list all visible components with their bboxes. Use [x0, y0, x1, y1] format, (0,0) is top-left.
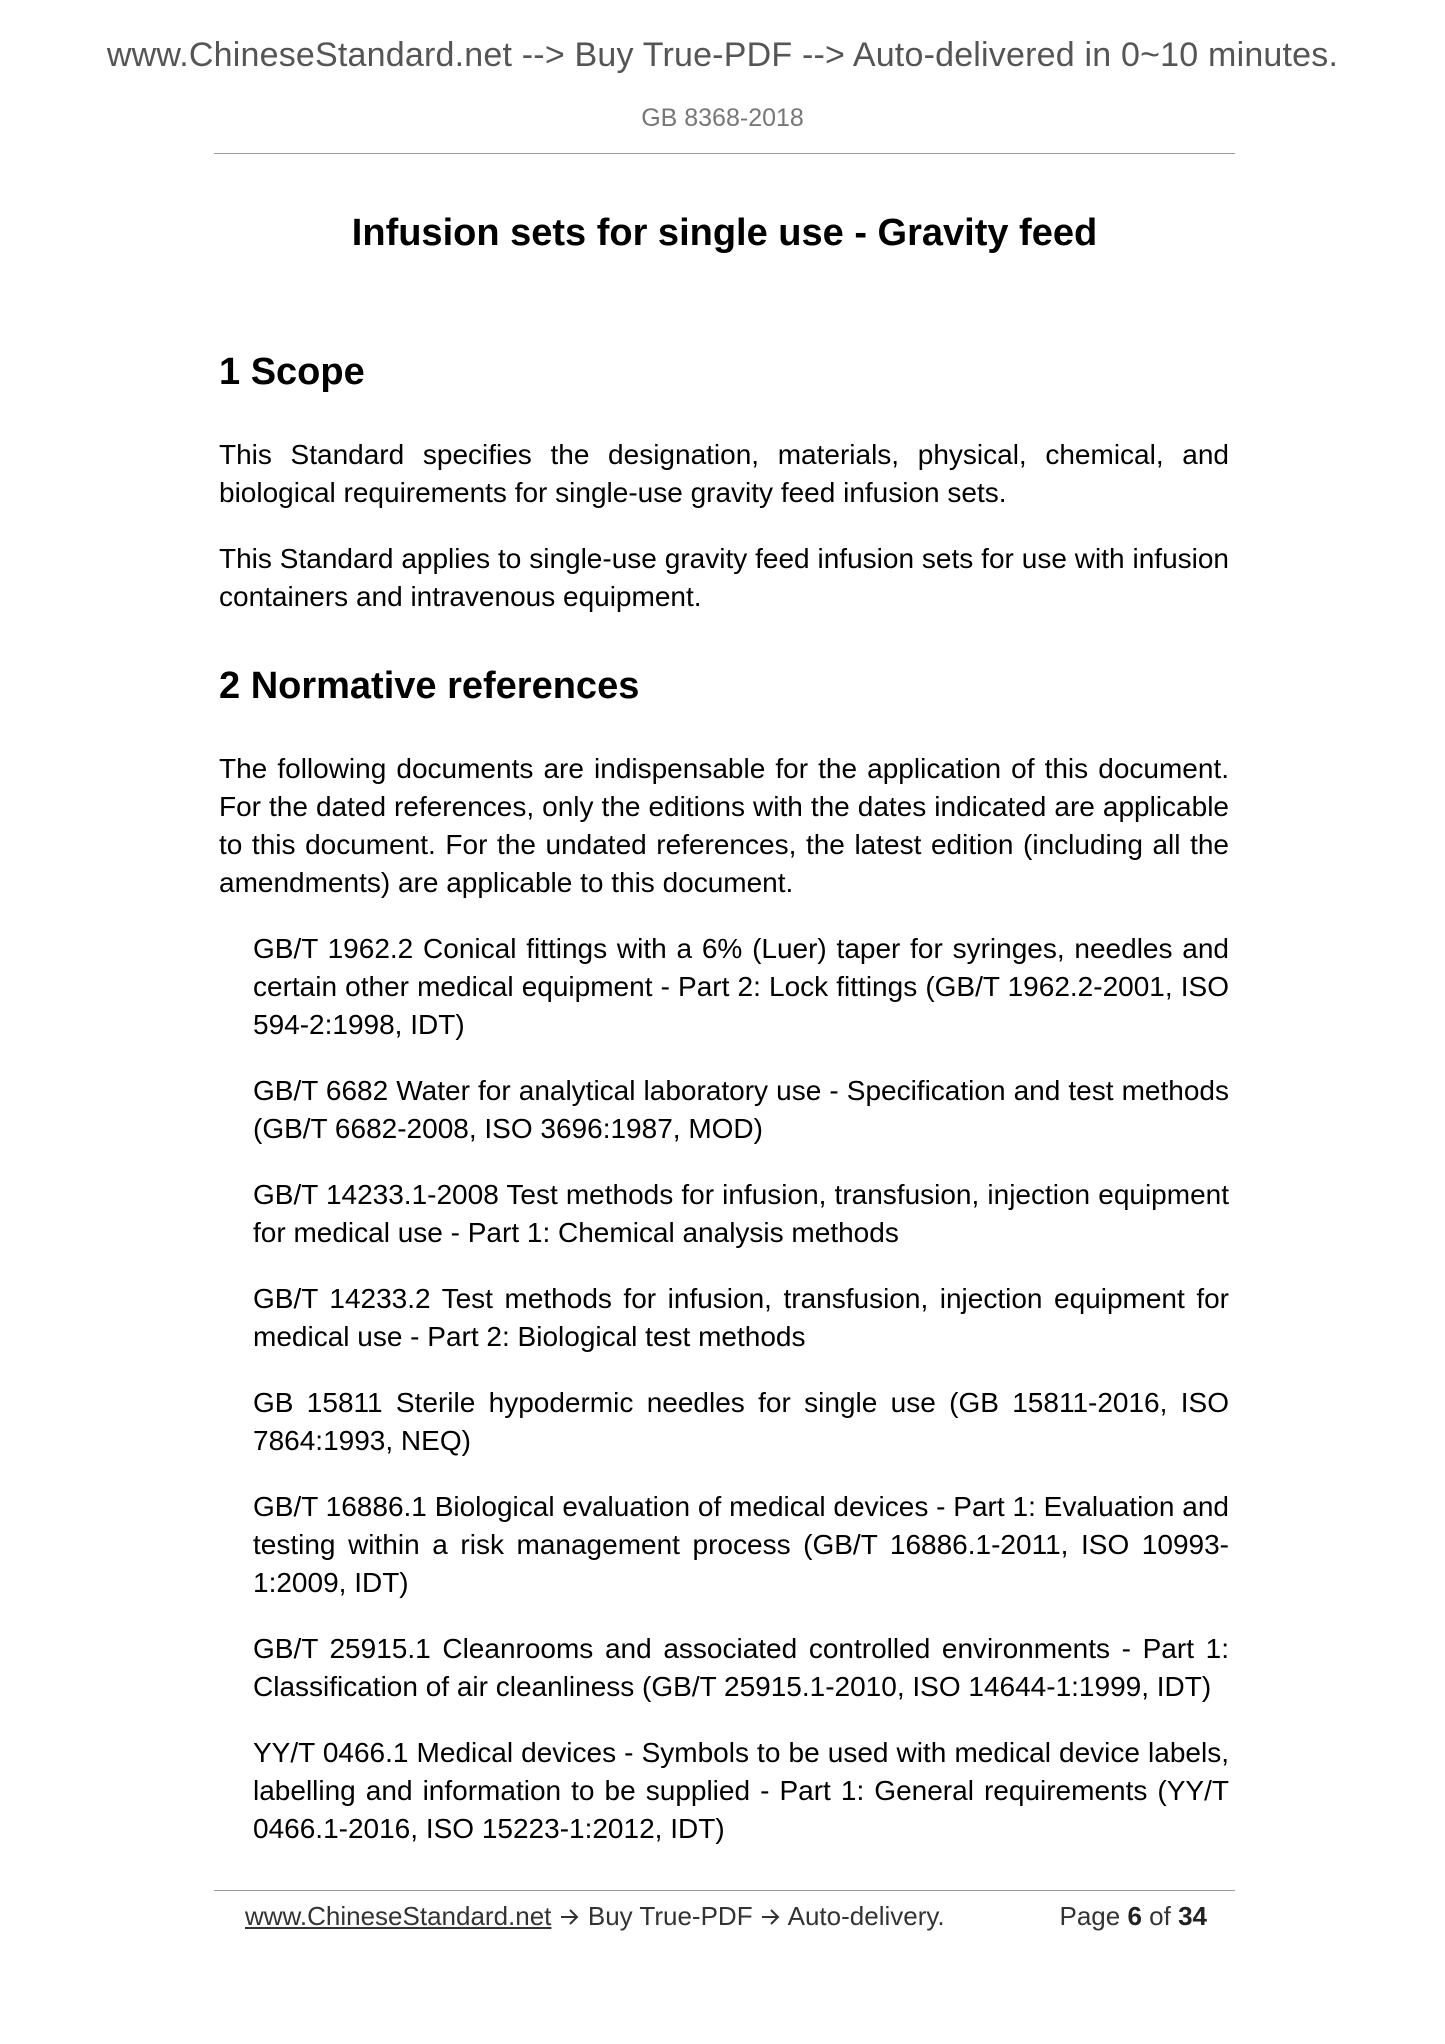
- right-arrow-icon: [760, 1907, 782, 1927]
- header-divider: [214, 153, 1235, 154]
- page-indicator: [1059, 1896, 1207, 1936]
- reference-item: GB/T 6682 Water for analytical laboratory use - Specification and test methods (GB/T 6682-2008, ISO 3696:1987, MOD): [253, 1075, 1229, 1144]
- footer-site-link[interactable]: www.ChineseStandard.net: [245, 1901, 552, 1931]
- normative-intro-paragraph: The following documents are indispensable for the application of this document. For the dated references, only the editions with the dates indicated are applicable to this document. For the undated references, the latest edition (including all the amendments) are applicable to this document.: [219, 753, 1229, 898]
- scope-paragraph: This Standard applies to single-use gravity feed infusion sets for use with infusion containers and intravenous equipment.: [219, 543, 1229, 612]
- right-arrow-icon: [559, 1907, 581, 1927]
- footer-buy-text: Buy True-PDF: [587, 1901, 753, 1931]
- standard-code: GB 8368-2018: [641, 104, 804, 132]
- section-1-heading: 1 Scope: [219, 351, 365, 393]
- page-of: of: [1149, 1901, 1171, 1931]
- document-body: [219, 348, 1229, 1848]
- reference-item: GB 15811 Sterile hypodermic needles for single use (GB 15811-2016, ISO 7864:1993, NEQ): [253, 1387, 1229, 1456]
- document-title: Infusion sets for single use - Gravity feed: [351, 212, 1098, 254]
- page-label: Page: [1059, 1901, 1121, 1931]
- reference-item: GB/T 14233.2 Test methods for infusion, transfusion, injection equipment for medical use - Part 2: Biological test methods: [253, 1283, 1229, 1352]
- footer-divider: [214, 1890, 1235, 1891]
- reference-item: GB/T 1962.2 Conical fittings with a 6% (Luer) taper for syringes, needles and certain other medical equipment - Part 2: Lock fittings (GB/T 1962.2-2001, ISO 594-2:1998, IDT): [253, 933, 1229, 1040]
- reference-item: GB/T 14233.1-2008 Test methods for infusion, transfusion, injection equipment for medical use - Part 1: Chemical analysis methods: [253, 1179, 1229, 1248]
- page-total: 34: [1178, 1901, 1207, 1931]
- scope-paragraph: This Standard specifies the designation, materials, physical, chemical, and biological requirements for single-use gravity feed infusion sets.: [219, 439, 1229, 508]
- page-footer: [245, 1896, 1215, 1936]
- reference-item: YY/T 0466.1 Medical devices - Symbols to be used with medical device labels, labelling and information to be supplied - Part 1: General requirements (YY/T 0466.1-2016, ISO 15223-1:2012, IDT): [253, 1737, 1229, 1844]
- reference-item: GB/T 16886.1 Biological evaluation of medical devices - Part 1: Evaluation and testing within a risk management process (GB/T 16886.1-2011, ISO 10993-1:2009, IDT): [253, 1491, 1229, 1598]
- top-banner: www.ChineseStandard.net --> Buy True-PDF --> Auto-delivered in 0~10 minutes.: [106, 36, 1339, 74]
- page-current: 6: [1127, 1901, 1142, 1931]
- section-2-heading: 2 Normative references: [219, 665, 640, 707]
- reference-item: GB/T 25915.1 Cleanrooms and associated controlled environments - Part 1: Classification of air cleanliness (GB/T 25915.1-2010, ISO 14644-1:1999, IDT): [253, 1633, 1229, 1702]
- footer-delivery-text: Auto-delivery.: [787, 1901, 945, 1931]
